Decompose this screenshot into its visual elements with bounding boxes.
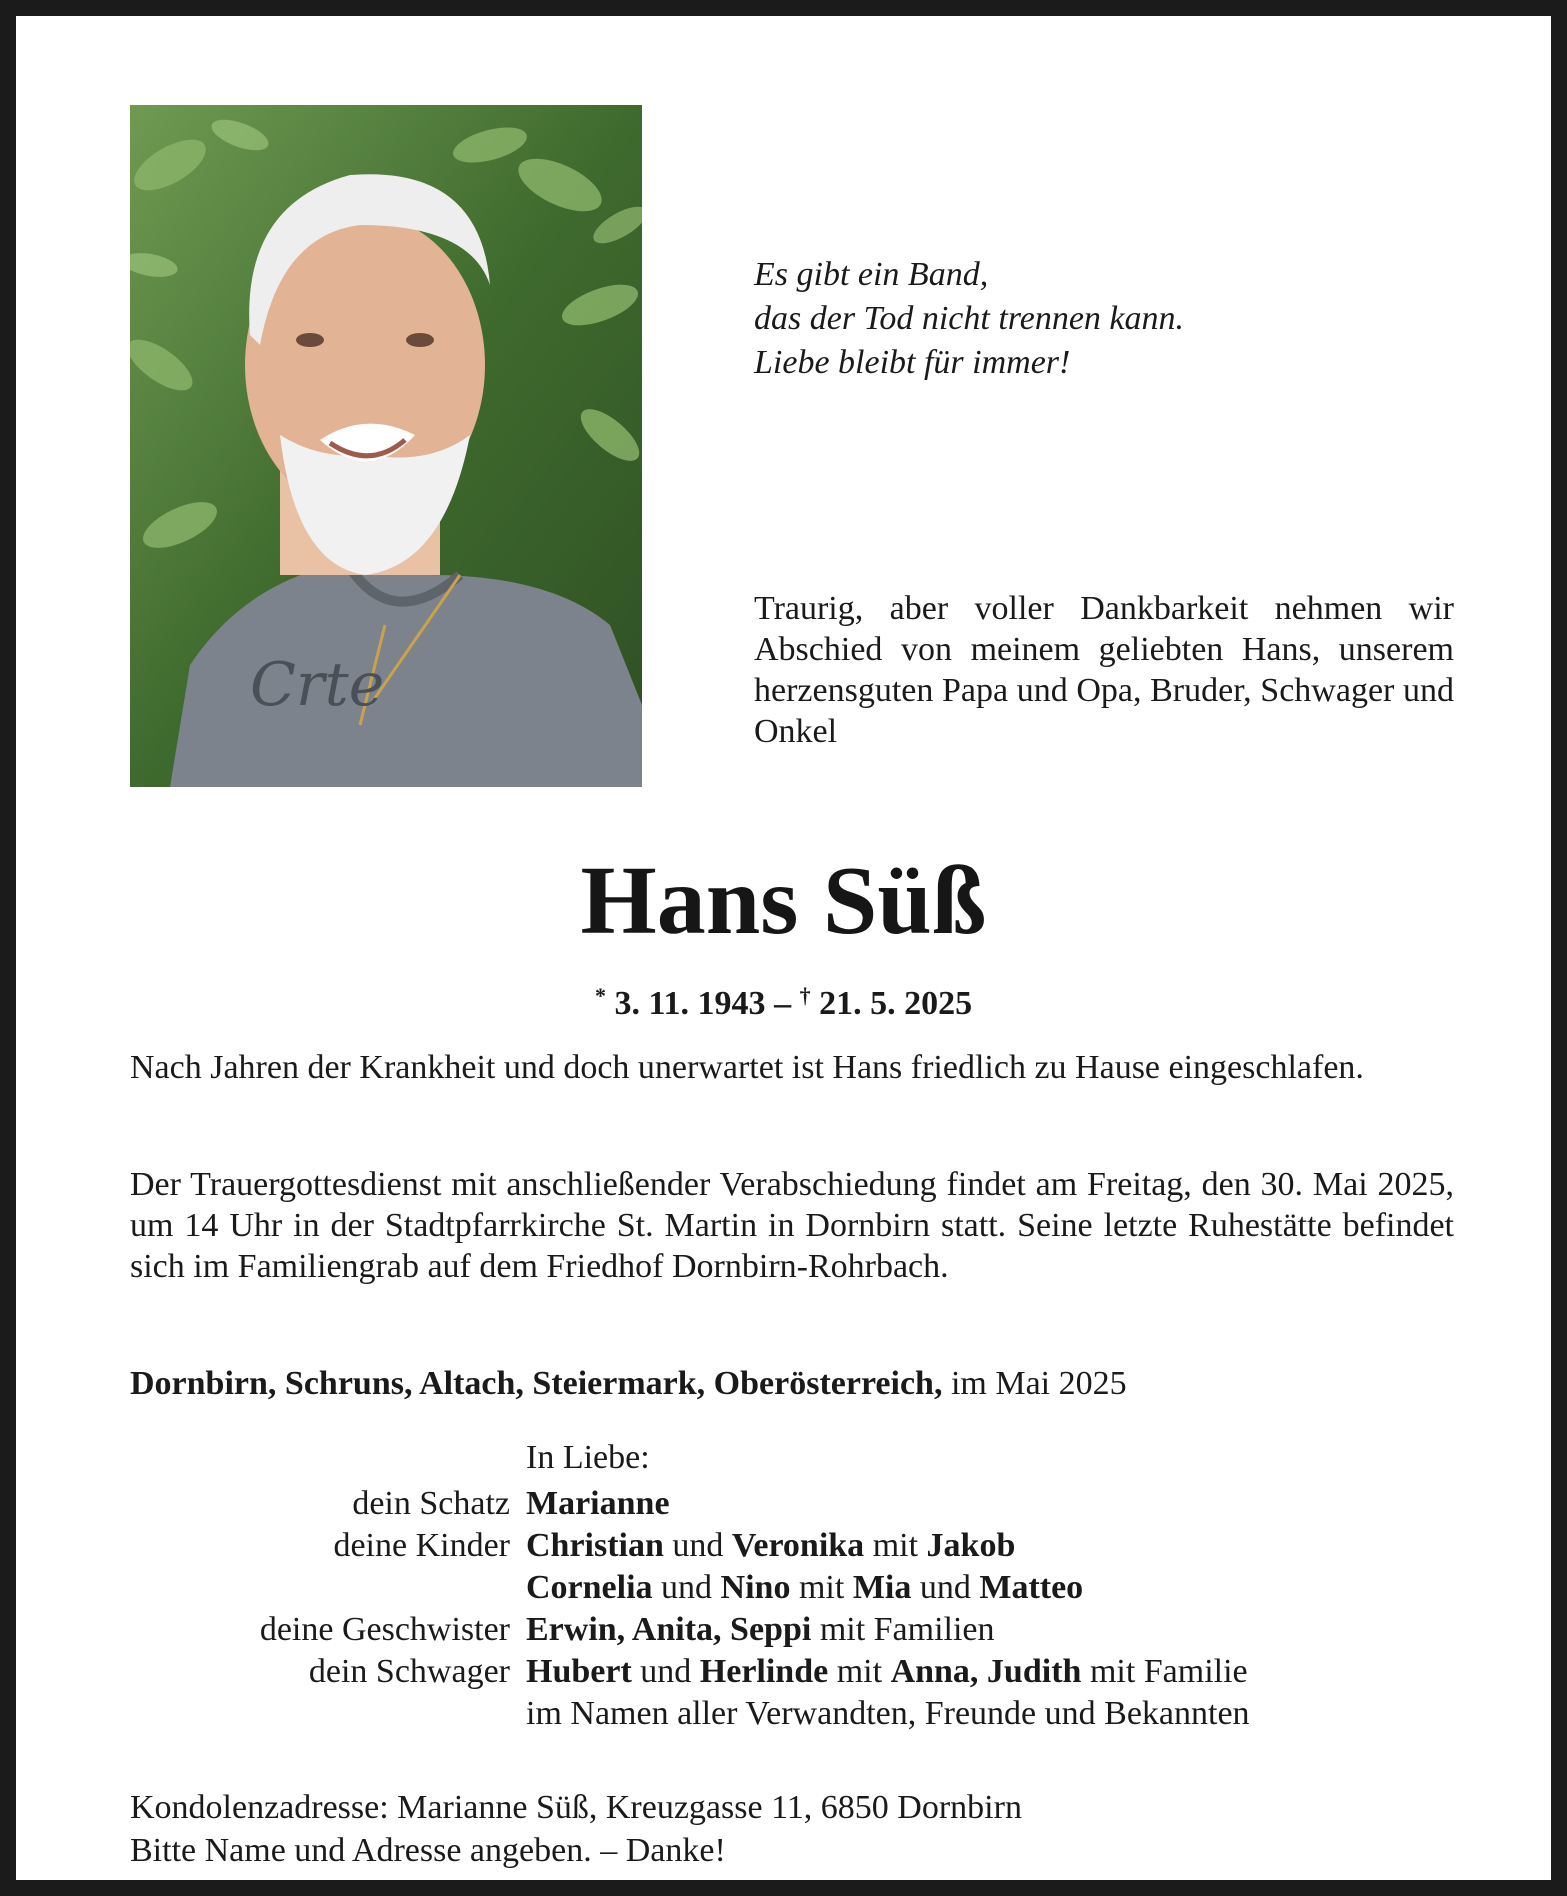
relative-name: Christian [526,1527,664,1564]
family-heading: In Liebe: [526,1439,650,1476]
relative-name: Jakob [926,1527,1016,1564]
relation-label: deine Geschwister [259,1611,510,1648]
relative-names [526,1693,1250,1735]
relation-label [130,1567,510,1609]
relation-label: deine Kinder [333,1527,510,1564]
places-date: im Mai 2025 [942,1365,1127,1402]
quote-line: das der Tod nicht trennen kann. [754,300,1185,337]
contact-block [130,1786,1022,1872]
life-dates [16,974,1551,1026]
connector-text: und [663,1527,732,1564]
connector-text: im Namen aller Verwandten, Freunde und Bekannten [526,1695,1250,1732]
contact-note: Bitte Name und Adresse angeben. – Danke! [130,1832,726,1869]
death-symbol: † [799,983,811,1008]
places-names: Dornbirn, Schruns, Altach, Steiermark, Oberösterreich, [130,1365,943,1402]
intro-text: Traurig, aber voller Dankbarkeit nehmen wir Abschied von meinem geliebten Hans, unserem herzensguten Papa und Opa, Bruder, Schwager und Onkel [754,590,1454,750]
relative-name: Herlinde [699,1653,829,1690]
quote-line: Liebe bleibt für immer! [754,344,1071,381]
quote-line: Es gibt ein Band, [754,256,989,293]
svg-text:Crte: Crte [250,650,385,720]
paragraph-passing: Nach Jahren der Krankheit und doch unerwartet ist Hans friedlich zu Hause eingeschlafen. [130,1049,1364,1086]
relative-names [526,1609,995,1651]
connector-text: mit Familien [811,1611,995,1648]
relative-name: Matteo [979,1569,1084,1606]
relation-label: dein Schatz [352,1485,510,1522]
connector-text: mit [828,1653,891,1690]
relation-label [130,1693,510,1735]
family-heading-row [130,1437,1460,1483]
connector-text: mit Familie [1081,1653,1248,1690]
relative-names [526,1483,670,1525]
family-row [130,1567,1460,1609]
relative-name: Anna, Judith [890,1653,1082,1690]
connector-text: und [911,1569,980,1606]
death-date: 21. 5. 2025 [819,985,973,1022]
relative-name: Marianne [526,1485,670,1522]
relative-name: Hubert [526,1653,632,1690]
birth-date: 3. 11. 1943 [614,985,766,1022]
family-row [130,1525,1460,1567]
family-row [130,1609,1460,1651]
relative-name: Nino [720,1569,791,1606]
portrait-photo [130,105,642,787]
portrait-image [130,105,642,787]
relative-name: Cornelia [526,1569,653,1606]
date-separator: – [774,985,792,1022]
relative-names [526,1525,1015,1567]
family-row [130,1693,1460,1735]
connector-text: und [652,1569,721,1606]
family-row [130,1651,1460,1693]
contact-address: Kondolenzadresse: Marianne Süß, Kreuzgasse 11, 6850 Dornbirn [130,1789,1022,1826]
places-line [130,1362,1127,1406]
connector-text: mit [864,1527,927,1564]
relative-name: Mia [852,1569,912,1606]
relation-label: dein Schwager [308,1653,510,1690]
relative-names [526,1651,1248,1693]
connector-text: und [631,1653,700,1690]
birth-symbol: * [594,983,606,1008]
connector-text: mit [790,1569,853,1606]
relative-name: Veronika [731,1527,865,1564]
quote [754,253,1184,385]
deceased-name: Hans Süß [580,847,987,955]
paragraph-service: Der Trauergottesdienst mit anschließender Verabschiedung findet am Freitag, den 30. Mai 2025, um 14 Uhr in der Stadtpfarrkirche St. Martin in Dornbirn statt. Seine letzte Ruhestätte befindet sich im Familiengrab auf dem Friedhof Dornbirn-Rohrbach. [130,1166,1454,1285]
relative-names [526,1567,1083,1609]
family-list [130,1437,1460,1735]
relative-name: Erwin, Anita, Seppi [526,1611,812,1648]
family-row [130,1483,1460,1525]
